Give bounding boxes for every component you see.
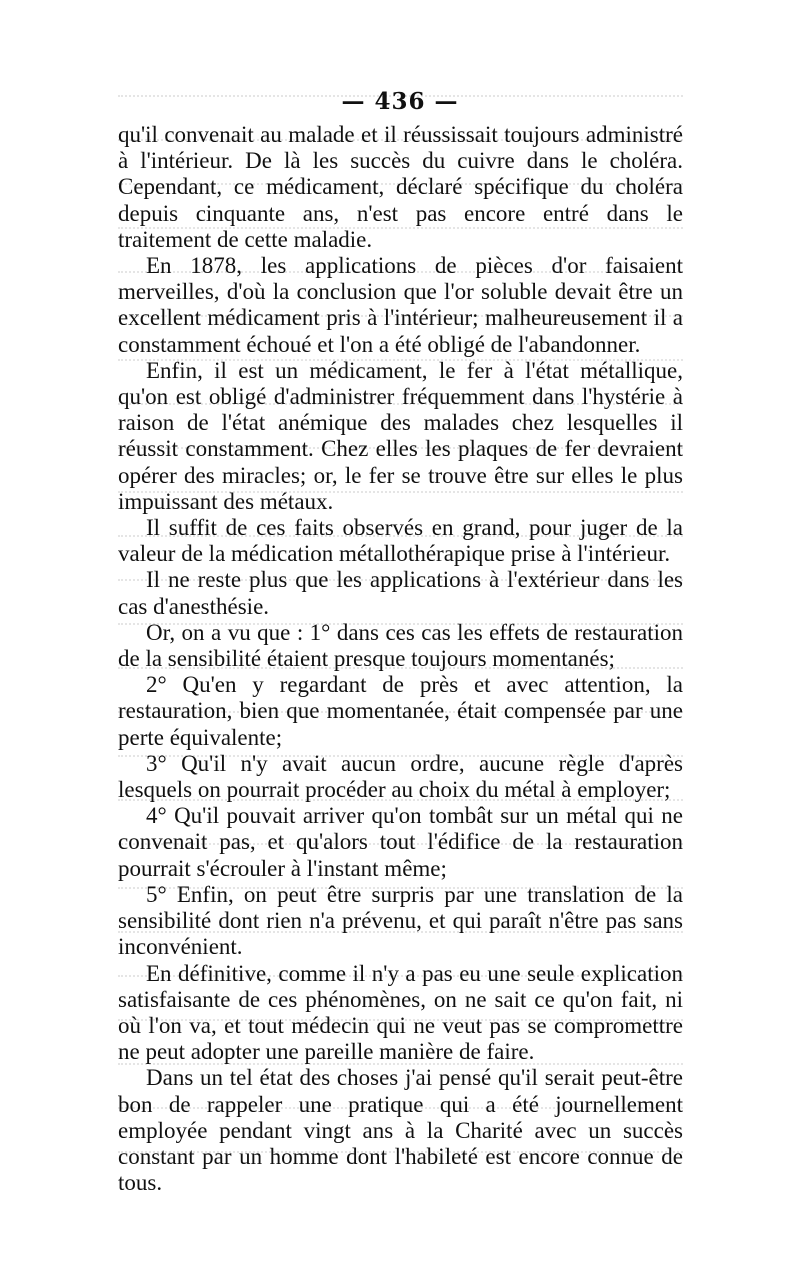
paragraph-continuation: qu'il convenait au malade et il réussissait toujours administré à l'intérieur. De là les succès du cuivre dans le choléra. Cependant, ce médicament, déclaré spécifique du choléra depuis cinquante ans, n'est pas encore entré dans le traitement de cette maladie. [118, 122, 683, 252]
body-text [118, 122, 683, 1196]
list-item-1: Or, on a vu que : 1° dans ces cas les effets de restauration de la sensibilité étaient presque toujours momentanés; [118, 619, 683, 672]
paragraph-iron: Enfin, il est un médicament, le fer à l'état métallique, qu'on est obligé d'administrer fréquemment dans l'hystérie à raison de l'état anémique des malades chez lesquelles il réussit constamment. Chez elles les plaques de fer devraient opérer des miracles; or, le fer se trouve être sur elles le plus impuissant des métaux. [118, 357, 683, 514]
list-item-2: 2° Qu'en y regardant de près et avec attention, la restauration, bien que momentanée, était compensée par une perte équivalente; [118, 672, 683, 750]
paragraph-external-applications: Il ne reste plus que les applications à l'extérieur dans les cas d'anesthésie. [118, 567, 683, 619]
paragraph-conclusion-internal: Il suffit de ces faits observés en grand, pour juger de la valeur de la médication métallothérapique prise à l'intérieur. [118, 515, 683, 567]
paragraph-gold-1878: En 1878, les applications de pièces d'or faisaient merveilles, d'où la conclusion que l'or soluble devait être un excellent médicament pris à l'intérieur; malheureusement il a constamment échoué et l'on a été obligé de l'abandonner. [118, 253, 683, 357]
list-item-3: 3° Qu'il n'y avait aucun ordre, aucune règle d'après lesquels on pourrait procéder au choix du métal à employer; [118, 750, 683, 803]
page-number: — 436 — [341, 88, 459, 115]
list-item-4: 4° Qu'il pouvait arriver qu'on tombât sur un métal qui ne convenait pas, et qu'alors tout l'édifice de la restauration pourrait s'écrouler à l'instant même; [118, 803, 683, 881]
paragraph-charite-practice: Dans un tel état des choses j'ai pensé qu'il serait peut-être bon de rappeler une pratique qui a été journellement employée pendant vingt ans à la Charité avec un succès constant par un homme dont l'habileté est encore connue de tous. [118, 1065, 683, 1196]
list-item-5: 5° Enfin, on peut être surpris par une translation de la sensibilité dont rien n'a prévenu, et qui paraît n'être pas sans inconvénient. [118, 881, 683, 960]
paragraph-definitive: En définitive, comme il n'y a pas eu une seule explication satisfaisante de ces phénomènes, on ne sait ce qu'on fait, ni où l'on va, et tout médecin qui ne veut pas se compromettre ne peut adopter une pareille manière de faire. [118, 960, 683, 1065]
